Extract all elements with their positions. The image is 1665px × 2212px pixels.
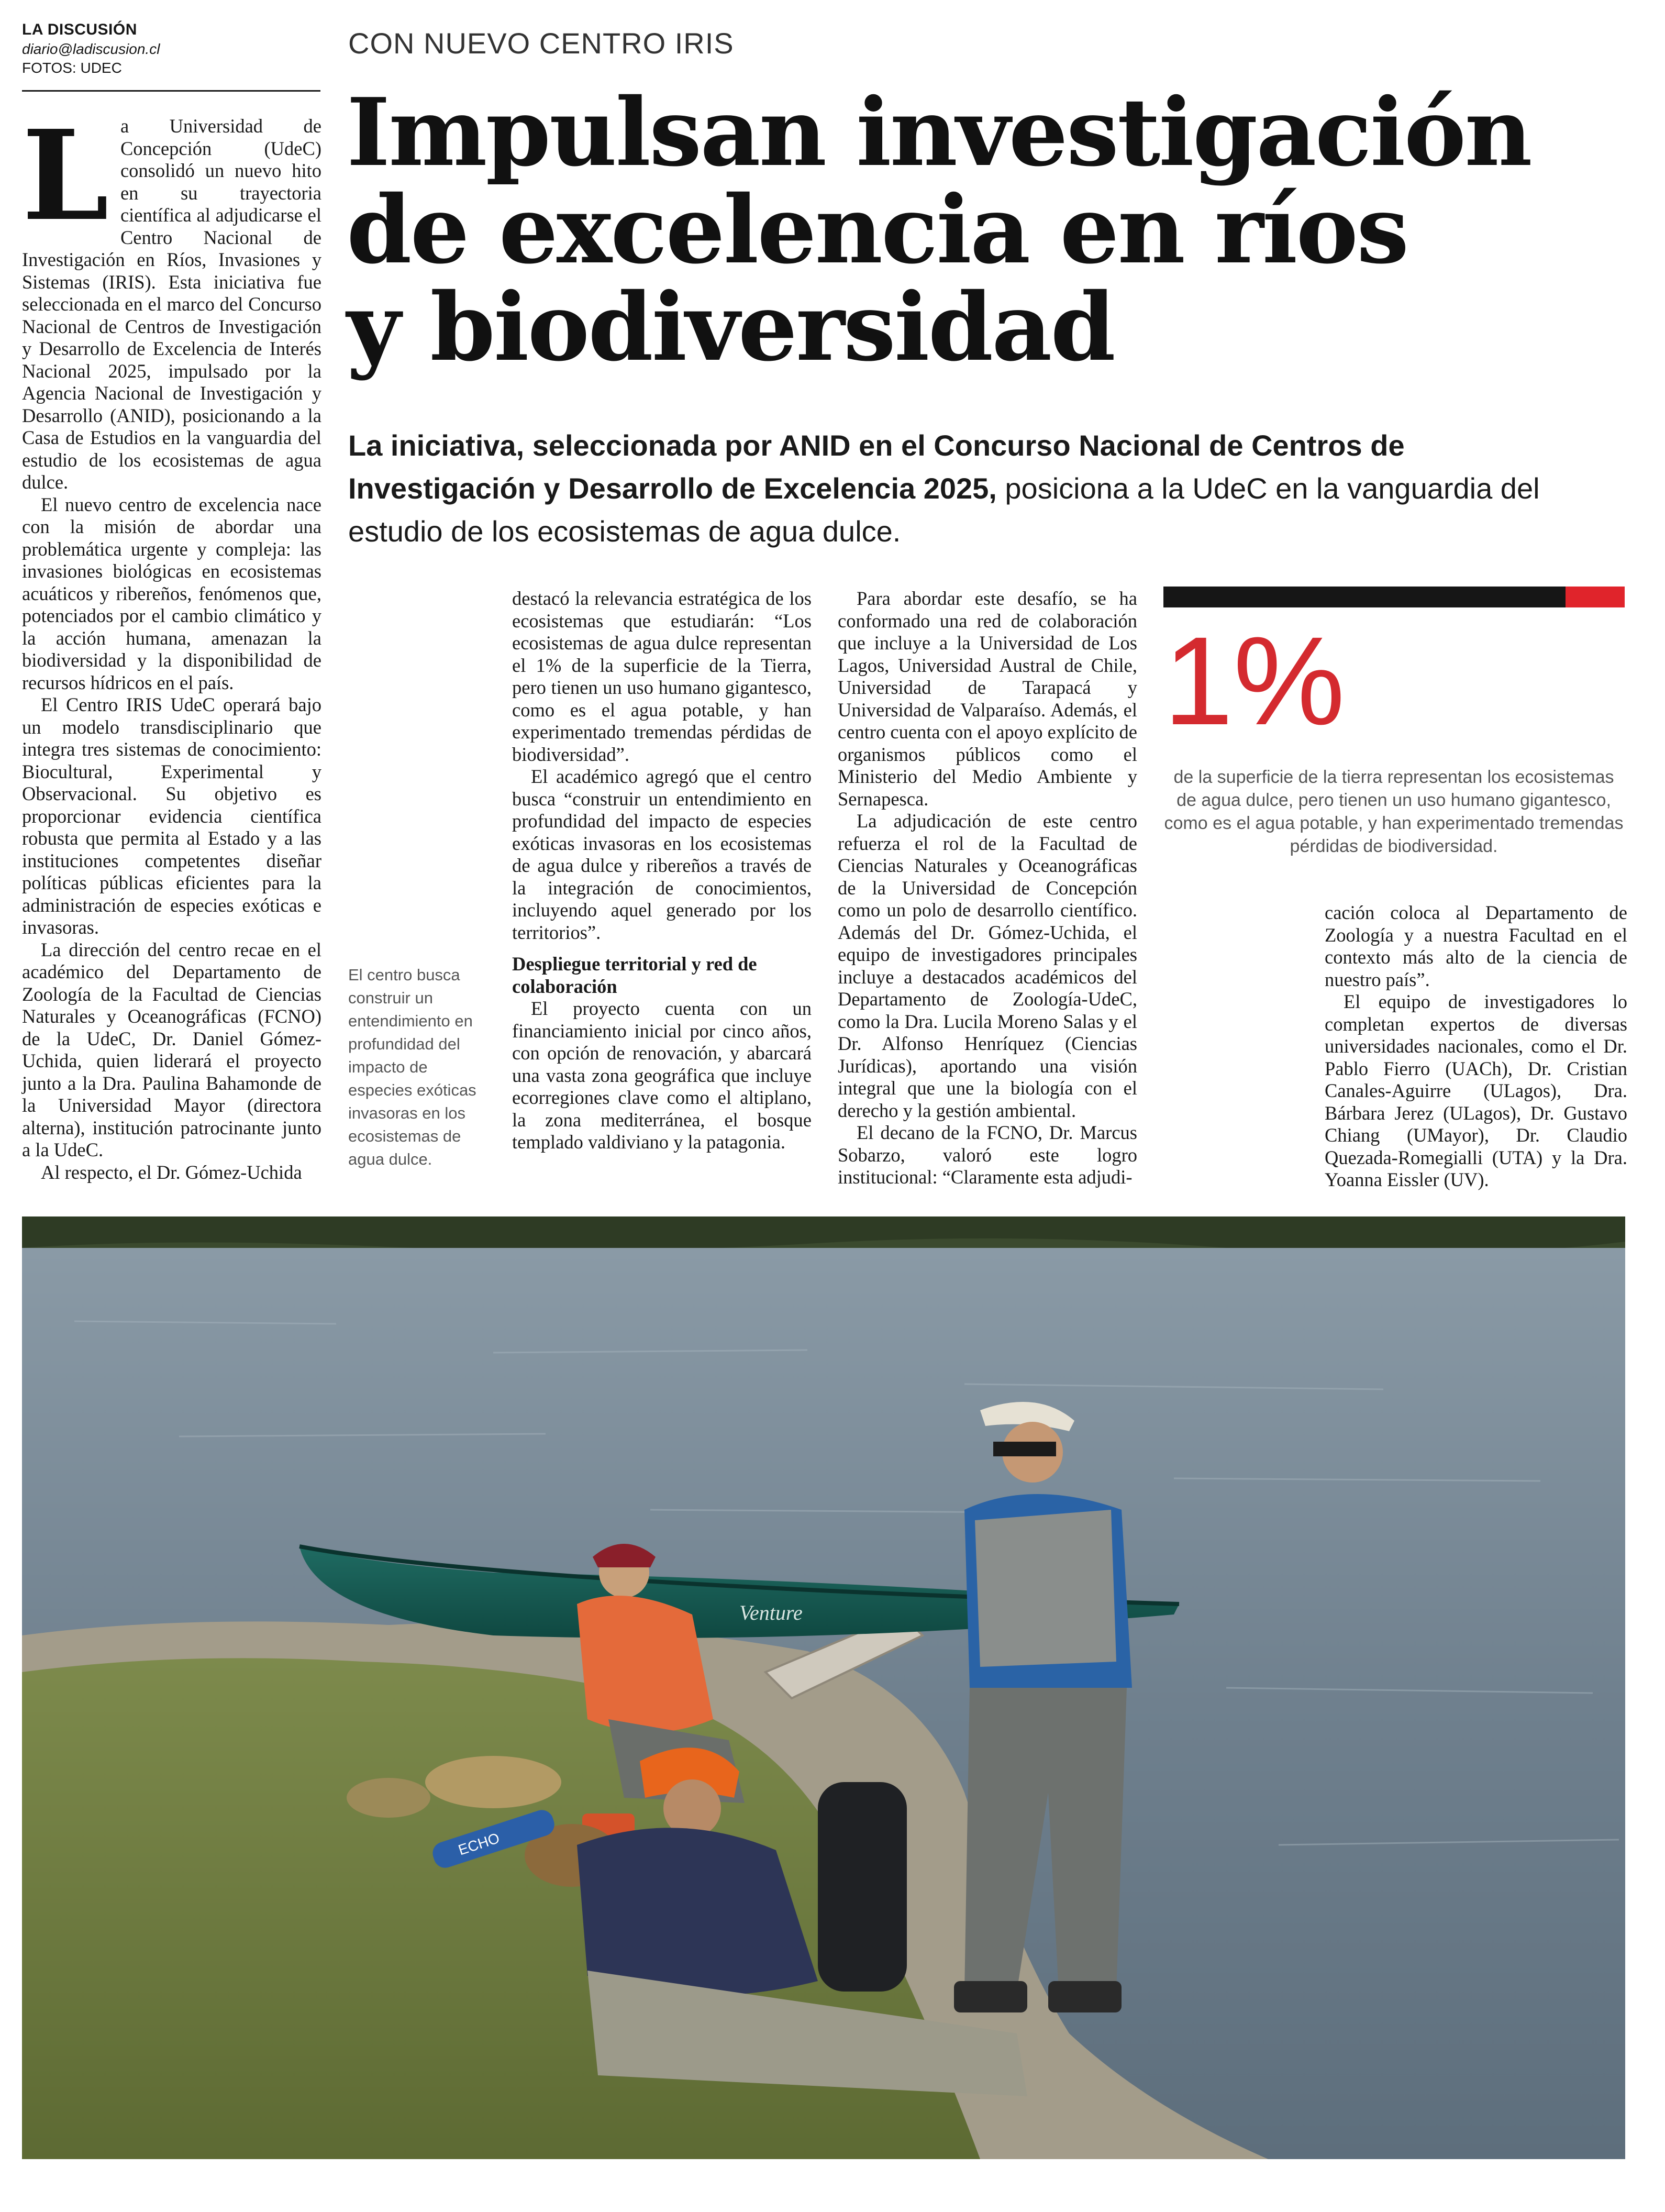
paragraph: destacó la relevancia estratégica de los ecosistemas que estudiarán: “Los ecosistemas de agua dulce representan el 1% de la superficie de la Tierra, pero tienen un uso humano gigantesco, como es el agua potable, y han experimentado tremendas pérdidas de biodiversidad”. — [512, 588, 812, 765]
article-photo — [22, 1216, 1625, 2159]
paragraph: cación coloca al Departamento de Zoología y a nuestra Facultad en el contexto más alto de la ciencia de nuestro país”. — [1325, 902, 1627, 990]
deck-bold: La iniciativa, seleccionada por ANID en el Concurso Nacional de Centros de Investigación y Desarrollo de Excelencia 2025, — [348, 429, 1405, 505]
bottle-label: ECHO — [456, 1829, 502, 1859]
stat-bar-accent — [1566, 587, 1625, 607]
paragraph: Al respecto, el Dr. Gómez-Uchida — [41, 1161, 302, 1183]
article-deck — [348, 424, 1584, 553]
body-column-2 — [512, 588, 812, 1154]
paragraph-intro-text: a Universidad de Concepción (UdeC) consolidó un nuevo hito en su trayectoria científica al adjudicarse el Centro Nacional de Investigación en Ríos, Invasiones y Sistemas (IRIS). Esta iniciativa fue seleccionada en el marco del Concurso Nacional de Centros de Investigación y Desarrollo de Excelencia de Interés Nacional 2025, impulsado por la Agencia Nacional de Investigación y Desarrollo (ANID), posicionando a la Casa de Estudios en la vanguardia del estudio de los ecosistemas de agua dulce. — [22, 115, 321, 493]
body-column-4 — [1325, 902, 1627, 1191]
canoe-brand: Venture — [739, 1601, 803, 1624]
deck-regular: posiciona a la UdeC en la vanguardia del estudio de los ecosistemas de agua dulce. — [348, 472, 1540, 548]
body-column-1 — [22, 103, 321, 1184]
body-column-3 — [838, 588, 1137, 1189]
paragraph: El decano de la FCNO, Dr. Marcus Sobarzo, valoró este logro institucional: “Claramente esta adjudi- — [838, 1122, 1137, 1188]
masthead-divider — [22, 90, 320, 92]
paragraph: La dirección del centro recae en el académico del Departamento de Zoología de la Facultad de Ciencias Naturales y Oceanográficas (FCNO) de la UdeC, Dr. Daniel Gómez-Uchida, quien liderará el proyecto junto a la Dra. Paulina Bahamonde de la Universidad Mayor (directora alterna), institución patrocinante junto a la UdeC. — [22, 938, 321, 1160]
paragraph: La adjudicación de este centro refuerza el rol de la Facultad de Ciencias Naturales y Oceanográficas de la Universidad de Concepción como un polo de desarrollo científico. Además del Dr. Gómez-Uchida, el equipo de investigadores principales incluye a destacados académicos del Departamento de Zoología-UdeC, como la Dra. Lucila Moreno Salas y el Dr. Alfonso Henríquez (Ciencias Jurídicas), aportando una visión integral que une la biología con el derecho y la gestión ambiental. — [838, 810, 1137, 1121]
photo-illustration — [22, 1216, 1625, 2159]
paragraph: El académico agregó que el centro busca “construir un entendimiento en profundidad del impacto de especies exóticas invasoras en los ecosistemas de agua dulce y ribereños a través de la integración de conocimientos, incluyendo aquel generado por los territorios”. — [512, 766, 812, 943]
dry-bag — [818, 1782, 907, 1992]
photo-credit: FOTOS: UDEC — [22, 60, 122, 76]
publication-name: LA DISCUSIÓN — [22, 21, 137, 38]
drop-cap: L — [22, 103, 109, 248]
section-subhead: Despliegue territorial y red de colaboración — [512, 953, 757, 997]
headline-line-1: Impulsan investigación — [347, 78, 1531, 187]
pull-caption: El centro busca construir un entendimiento en profundidad del impacto de especies exóticas invasoras en los ecosistemas de agua dulce. — [348, 966, 476, 1168]
masthead — [22, 20, 326, 78]
contact-email[interactable]: diario@ladiscusion.cl — [22, 41, 160, 57]
paragraph: El nuevo centro de excelencia nace con la misión de abordar una problemática urgente y compleja: las invasiones biológicas en ecosistemas acuáticos y ribereños, fenómenos que, potenciados por el cambio climático y la acción humana, amenazan la biodiversidad y la disponibilidad de recursos hídricos en el país. — [22, 493, 321, 693]
article-kicker: CON NUEVO CENTRO IRIS — [348, 27, 734, 60]
paragraph: El proyecto cuenta con un financiamiento inicial por cinco años, con opción de renovación, y abarcará una vasta zona geográfica que incluye ecorregiones clave como el altiplano, la zona mediterránea, el bosque templado valdiviano y la patagonia. — [512, 998, 812, 1153]
headline-line-3: y biodiversidad — [347, 272, 1114, 382]
stat-bar — [1163, 587, 1566, 607]
paragraph-intro — [22, 103, 321, 494]
headline-line-2: de excelencia en ríos — [347, 175, 1408, 284]
article-headline — [347, 78, 1603, 382]
stat-value: 1% — [1163, 611, 1345, 751]
paragraph: El Centro IRIS UdeC operará bajo un modelo transdisciplinario que integra tres sistemas de conocimiento: Biocultural, Experimental y Observacional. Su objetivo es proporcionar evidencia científica robusta que permita al Estado y a las instituciones competentes diseñar políticas públicas eficientes para la administración de especies exóticas e invasoras. — [22, 694, 321, 938]
stat-description: de la superficie de la tierra representan los ecosistemas de agua dulce, pero tienen un uso humano gigantesco, como es el agua potable, y han experimentado tremendas pérdidas de biodiversidad. — [1164, 767, 1624, 856]
paragraph: Para abordar este desafío, se ha conformado una red de colaboración que incluye a la Universidad de Los Lagos, Universidad Austral de Chile, Universidad de Tarapacá y Universidad de Valparaíso. Además, el centro cuenta con el apoyo explícito de organismos públicos como el Ministerio del Medio Ambiente y Sernapesca. — [838, 588, 1137, 810]
paragraph: El equipo de investigadores lo completan expertos de diversas universidades nacionales, como el Dr. Pablo Fierro (UACh), Dr. Cristian Canales-Aguirre (ULagos), Dra. Bárbara Jerez (ULagos), Dr. Gustavo Chiang (UMayor), Dr. Claudio Quezada-Romegialli (UTA) y la Dra. Yoanna Eissler (UV). — [1325, 991, 1627, 1190]
